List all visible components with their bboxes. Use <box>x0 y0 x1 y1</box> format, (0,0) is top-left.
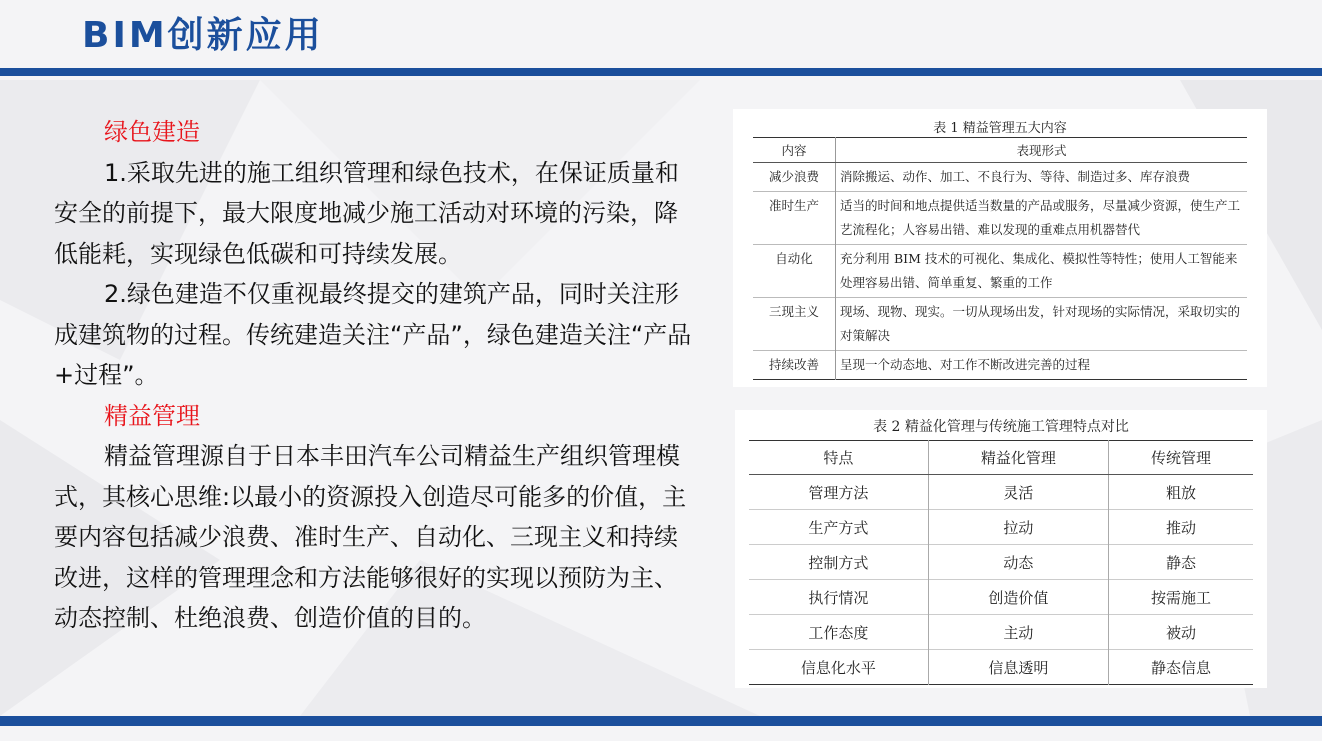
lean-content-table <box>753 137 1247 380</box>
table-row <box>753 298 1247 351</box>
table-cell: 控制方式 <box>749 545 928 580</box>
table2-card <box>735 410 1267 688</box>
table-row <box>753 192 1247 245</box>
table1-caption: 表 1 精益管理五大内容 <box>933 121 1067 136</box>
table-cell: 信息化水平 <box>749 650 928 685</box>
table-cell: 粗放 <box>1108 475 1253 510</box>
table-row <box>753 163 1247 192</box>
body-text <box>54 112 694 639</box>
table-cell: 主动 <box>928 615 1108 650</box>
management-comparison-table <box>749 440 1253 685</box>
table-row <box>749 615 1253 650</box>
table-header-cell: 表现形式 <box>836 138 1248 163</box>
table-cell: 持续改善 <box>753 351 836 380</box>
table-row <box>749 510 1253 545</box>
table-cell: 自动化 <box>753 245 836 298</box>
table-cell: 动态 <box>928 545 1108 580</box>
table-row <box>753 245 1247 298</box>
table-cell: 减少浪费 <box>753 163 836 192</box>
lean-paragraph: 精益管理源自于日本丰田汽车公司精益生产组织管理模式，其核心思维:以最小的资源投入创造尽可能多的价值，主要内容包括减少浪费、准时生产、自动化、三现主义和持续改进，这样的管理理念和方法能够很好的实现以预防为主、动态控制、杜绝浪费、创造价值的目的。 <box>54 442 687 632</box>
table-cell: 三现主义 <box>753 298 836 351</box>
table-header-row <box>749 441 1253 475</box>
table2-caption: 表 2 精益化管理与传统施工管理特点对比 <box>873 419 1129 435</box>
table-cell: 被动 <box>1108 615 1253 650</box>
table-cell: 灵活 <box>928 475 1108 510</box>
table-cell: 静态 <box>1108 545 1253 580</box>
table-cell: 推动 <box>1108 510 1253 545</box>
table-cell: 充分利用 BIM 技术的可视化、集成化、模拟性等特性；使用人工智能来处理容易出错、简单重复、繁重的工作 <box>836 245 1248 298</box>
table-cell: 工作态度 <box>749 615 928 650</box>
table-cell: 管理方法 <box>749 475 928 510</box>
table-cell: 按需施工 <box>1108 580 1253 615</box>
page-title: BIM创新应用 <box>82 15 324 56</box>
green-construction-heading: 绿色建造 <box>104 118 200 146</box>
table-row <box>749 580 1253 615</box>
table-row <box>749 650 1253 685</box>
table-cell: 执行情况 <box>749 580 928 615</box>
table-cell: 拉动 <box>928 510 1108 545</box>
green-paragraph-1: 1.采取先进的施工组织管理和绿色技术，在保证质量和安全的前提下，最大限度地减少施工活动对环境的污染，降低能耗，实现绿色低碳和可持续发展。 <box>54 158 679 268</box>
table-cell: 创造价值 <box>928 580 1108 615</box>
table-header-cell: 传统管理 <box>1108 441 1253 475</box>
table-cell: 准时生产 <box>753 192 836 245</box>
table-header-cell: 精益化管理 <box>928 441 1108 475</box>
lean-management-heading: 精益管理 <box>104 401 200 430</box>
table-header-cell: 内容 <box>753 138 836 163</box>
table-row <box>749 475 1253 510</box>
table-cell: 呈现一个动态地、对工作不断改进完善的过程 <box>836 351 1248 380</box>
table-cell: 信息透明 <box>928 650 1108 685</box>
footer-divider-bar <box>0 716 1322 726</box>
table-header-cell: 特点 <box>749 441 928 475</box>
table-cell: 静态信息 <box>1108 650 1253 685</box>
green-paragraph-2: 2.绿色建造不仅重视最终提交的建筑产品，同时关注形成建筑物的过程。传统建造关注“产品”，绿色建造关注“产品+过程”。 <box>54 280 692 389</box>
table-row <box>749 545 1253 580</box>
table-cell: 现场、现物、现实。一切从现场出发，针对现场的实际情况，采取切实的对策解决 <box>836 298 1248 351</box>
header-divider-bar <box>0 68 1322 76</box>
table-header-row <box>753 138 1247 163</box>
table-row <box>753 351 1247 380</box>
table-cell: 生产方式 <box>749 510 928 545</box>
table-cell: 消除搬运、动作、加工、不良行为、等待、制造过多、库存浪费 <box>836 163 1248 192</box>
table1-card <box>733 109 1267 387</box>
table-cell: 适当的时间和地点提供适当数量的产品或服务，尽量减少资源，使生产工艺流程化；人容易出错、难以发现的重难点用机器替代 <box>836 192 1248 245</box>
